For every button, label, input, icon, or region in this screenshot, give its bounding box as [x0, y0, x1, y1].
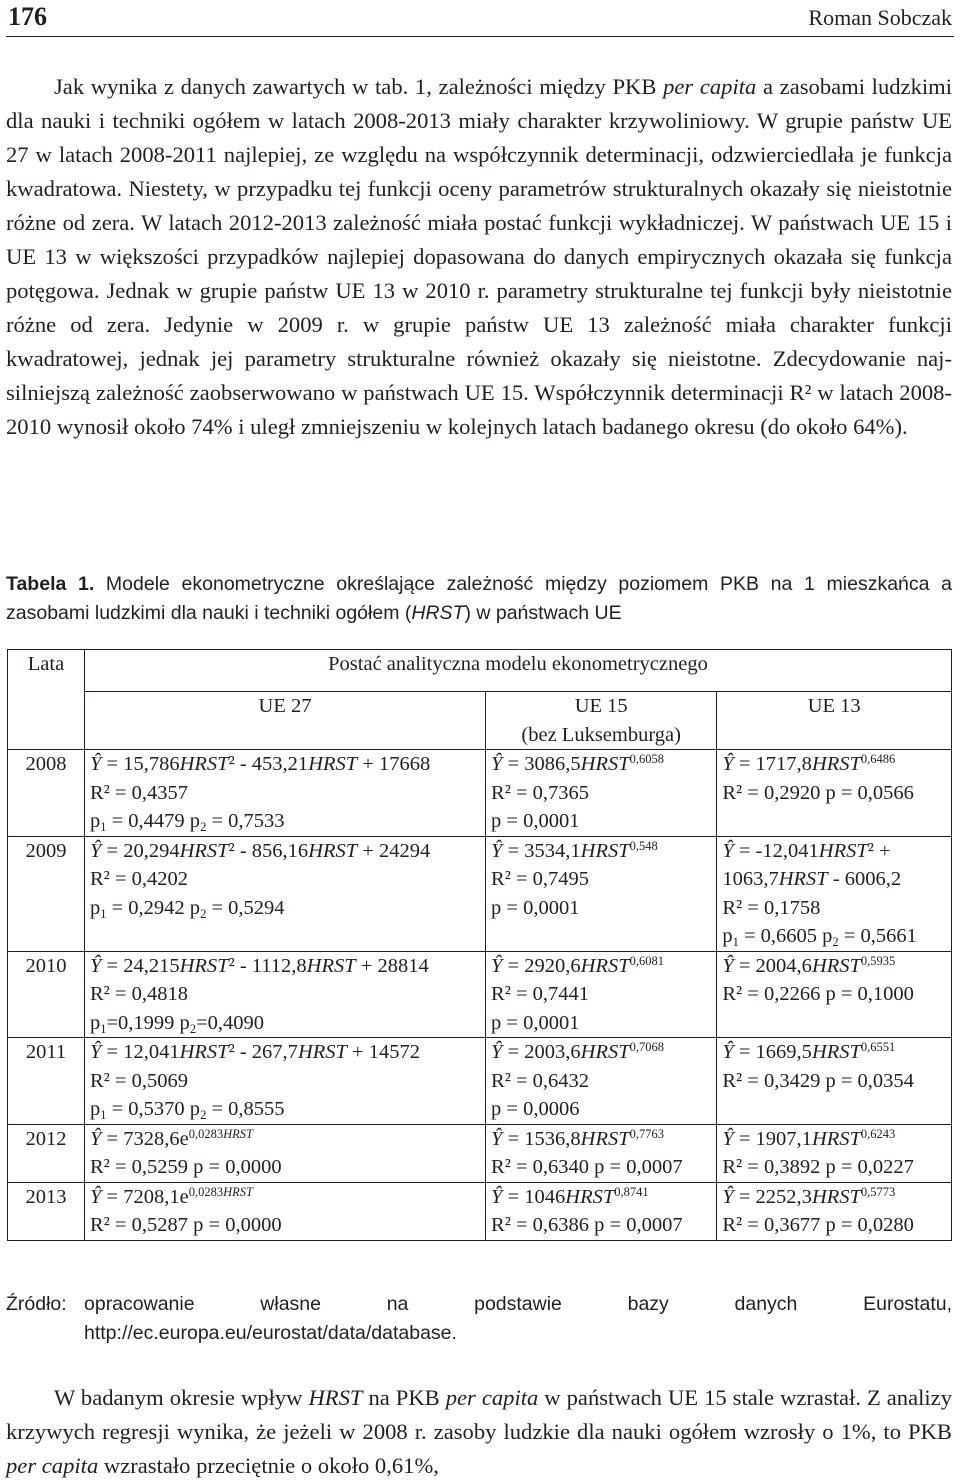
model-cell-col-2: [486, 836, 717, 951]
year-cell: 2010: [8, 951, 85, 1038]
model-formula-line: R² = 0,6340 p = 0,0007: [491, 1156, 683, 1178]
model-cell-col-2: [486, 1182, 717, 1240]
model-cell-col-2: [486, 1124, 717, 1182]
model-group-header: Postać analityczna modelu ekonometrycznego: [85, 650, 952, 692]
model-formula-line: R² = 0,3892 p = 0,0227: [722, 1156, 914, 1178]
model-formula-line: Ŷ = 3534,1HRST$^{0,548}$: [491, 838, 658, 862]
table-row: [8, 1124, 952, 1182]
model-formula-line: $p_1 = 0,6605$ $p_2 = 0,5661$: [722, 925, 917, 949]
paragraph-conclusion: [6, 1381, 952, 1483]
model-cell-col-1: [85, 1124, 486, 1182]
column-header-1: [85, 692, 486, 750]
model-formula-line: $p_1 = 0,4479$ $p_2 = 0,7533$: [90, 810, 285, 834]
model-cell-col-3: [717, 836, 952, 951]
column-header-line: UE 27: [258, 695, 312, 717]
model-formula-line: p = 0,0001: [491, 810, 580, 832]
model-cell-col-1: [85, 750, 486, 837]
model-formula-line: p = 0,0006: [491, 1098, 580, 1120]
model-formula-line: Ŷ = 12,041HRST² - 267,7HRST + 14572: [90, 1041, 420, 1063]
model-formula-line: 1063,7HRST - 6006,2: [722, 868, 902, 890]
model-formula-line: Ŷ = $7328,6e^{0,0283HRST}$: [90, 1126, 253, 1150]
model-formula-line: Ŷ = $2920,6HRST^{0,6081}$: [491, 953, 664, 977]
table-row: [8, 750, 952, 837]
table-caption-text: Modele ekonometryczne określające zależność między poziomem PKB na 1 mieszkańca a zasobami ludzkimi dla nauki i techniki ogółem (HRST) w państwach UE: [6, 573, 952, 624]
table-body: [8, 750, 952, 1241]
model-cell-col-2: [486, 951, 717, 1038]
paragraph-conclusion-text: W badanym okresie wpływ HRST na PKB per capita w państwach UE 15 stale wzrastał. Z analizy krzywych regresji wynika, że jeżeli w 2008 r. zasoby ludzkie dla nauki ogółem wzrosły o 1%, to PKB per capita wzrastało przeciętnie o około 0,61%,: [6, 1385, 953, 1478]
paragraph-intro-text: Jak wynika z danych zawartych w tab. 1, zależności między PKB per capita a zasobami ludzkimi dla nauki i techniki ogółem w latach 2008-2013 miały charakter krzywoliniowy. W grupie państw UE 27 w latach 2008-2011 najlepiej, ze względu na współczynnik determinacji, odzwierciedlała je funkcja kwadratowa. Niestety, w przypadku tej funkcji oceny parametrów strukturalnych okazały się nieistotnie różne od zera. W latach 2012-2013 zależność miała postać funkcji wykładniczej. W państwach UE 15 i UE 13 w większości przypadków najlepiej dopasowana do danych empirycznych okazała się funkcja potęgowa. Jednak w grupie państw UE 13 w 2010 r. parametry strukturalne tej funkcji były nieistotnie różne od zera. Jedynie w 2009 r. w grupie państw UE 13 zależność miała charakter funkcji kwadratowej, jednak jej parametry strukturalne również okazały się nieistotne. Zdecydowanie najsilniejszą zależność zaobserwowano w państwach UE 15. Współczynnik determinacji R² w latach 2008-2010 wynosił około 74% i uległ zmniejszeniu w kolejnych latach badanego okresu (do około 64%).: [6, 74, 952, 439]
model-formula-line: Ŷ = 20,294HRST² - 856,16HRST + 24294: [90, 839, 431, 862]
model-cell-col-3: [717, 1182, 952, 1240]
model-formula-line: R² = 0,5259 p = 0,0000: [90, 1156, 282, 1178]
model-formula-line: R² = 0,5069: [90, 1069, 189, 1092]
model-formula-line: R² = 0,2266 p = 0,1000: [722, 983, 914, 1005]
source-text: opracowanie własne na podstawie bazy danych Eurostatu, http://ec.europa.eu/eurostat/data/database.: [84, 1293, 952, 1344]
model-cell-col-1: [85, 951, 486, 1038]
model-cell-col-3: [717, 1038, 952, 1125]
model-formula-line: Ŷ = $1907,1HRST^{0,6243}$: [722, 1126, 896, 1150]
model-formula-line: $p_1 = 0,5370$ $p_2 = 0,8555$: [90, 1098, 285, 1122]
column-header-line: (bez Luksemburga): [521, 723, 681, 746]
model-formula-line: Ŷ = $2003,6HRST^{0,7068}$: [491, 1040, 664, 1063]
model-formula-line: R² = 0,2920 p = 0,0566: [722, 781, 914, 804]
model-cell-col-1: [85, 1182, 486, 1240]
table-row: [8, 951, 952, 1038]
year-column-header: Lata: [8, 650, 85, 750]
column-header-row: [8, 692, 952, 750]
model-formula-line: Ŷ = $1046HRST^{0,8741}$: [491, 1184, 649, 1208]
model-formula-line: R² = 0,1758: [722, 896, 821, 919]
column-header-2: [486, 692, 717, 750]
model-cell-col-3: [717, 1124, 952, 1182]
model-formula-line: $p_1 = 0,2942$ $p_2 = 0,5294$: [90, 896, 285, 921]
table-row: [8, 1182, 952, 1240]
table-caption-label: Tabela 1.: [6, 573, 95, 595]
page-number: 176: [8, 2, 47, 31]
model-formula-line: R² = 0,3429 p = 0,0354: [722, 1069, 914, 1092]
model-formula-line: R² = 0,4357: [90, 781, 189, 804]
model-cell-col-1: [85, 1038, 486, 1125]
model-formula-line: Ŷ = $7208,1e^{0,0283HRST}$: [90, 1184, 253, 1208]
paragraph-intro: [6, 70, 952, 444]
econometric-models-table: [7, 649, 952, 1241]
model-formula-line: R² = 0,6386 p = 0,0007: [491, 1214, 683, 1236]
model-formula-line: Ŷ = -12,041HRST² +: [722, 839, 891, 862]
table-caption: [6, 570, 952, 628]
table-row: [8, 836, 952, 951]
model-cell-col-2: [486, 750, 717, 837]
column-header-line: UE 13: [807, 695, 861, 717]
page-header: [6, 0, 954, 37]
model-cell-col-1: [85, 836, 486, 951]
model-formula-line: Ŷ = 15,786HRST² - 453,21HRST + 17668: [90, 753, 431, 775]
model-formula-line: p = 0,0001: [491, 896, 580, 919]
column-header-line: UE 15: [574, 695, 628, 717]
model-formula-line: R² = 0,4818: [90, 983, 189, 1005]
model-formula-line: R² = 0,5287 p = 0,0000: [90, 1214, 282, 1236]
year-cell: 2009: [8, 836, 85, 951]
model-formula-line: Ŷ = $3086,5HRST^{0,6058}$: [491, 752, 664, 775]
model-formula-line: R² = 0,7495: [491, 868, 590, 890]
year-cell: 2013: [8, 1182, 85, 1240]
model-formula-line: R² = 0,4202: [90, 868, 189, 890]
model-cell-col-3: [717, 750, 952, 837]
model-cell-col-2: [486, 1038, 717, 1125]
year-cell: 2011: [8, 1038, 85, 1125]
model-formula-line: R² = 0,3677 p = 0,0280: [722, 1214, 914, 1236]
model-formula-line: Ŷ = $2252,3HRST^{0,5773}$: [722, 1184, 896, 1208]
model-formula-line: Ŷ = $1669,5HRST^{0,6551}$: [722, 1040, 896, 1063]
model-formula-line: Ŷ = $1717,8HRST^{0,6486}$: [722, 752, 896, 775]
model-formula-line: R² = 0,7441: [491, 983, 590, 1005]
column-header-3: [717, 692, 952, 750]
model-formula-line: Ŷ = $1536,8HRST^{0,7763}$: [491, 1126, 664, 1150]
model-formula-line: R² = 0,7365: [491, 781, 590, 804]
model-formula-line: Ŷ = $2004,6HRST^{0,5935}$: [722, 953, 896, 977]
year-cell: 2008: [8, 750, 85, 837]
model-formula-line: p = 0,0001: [491, 1011, 580, 1034]
model-formula-line: $p_1=0,1999$ $p_2=0,4090$: [90, 1011, 264, 1036]
model-cell-col-3: [717, 951, 952, 1038]
model-formula-line: Ŷ = 24,215HRST² - 1112,8HRST + 28814: [90, 954, 429, 977]
source-label: Źródło:: [6, 1293, 67, 1315]
model-formula-line: R² = 0,6432: [491, 1069, 590, 1092]
table-row: [8, 1038, 952, 1125]
year-cell: 2012: [8, 1124, 85, 1182]
running-head-author: Roman Sobczak: [808, 5, 952, 30]
